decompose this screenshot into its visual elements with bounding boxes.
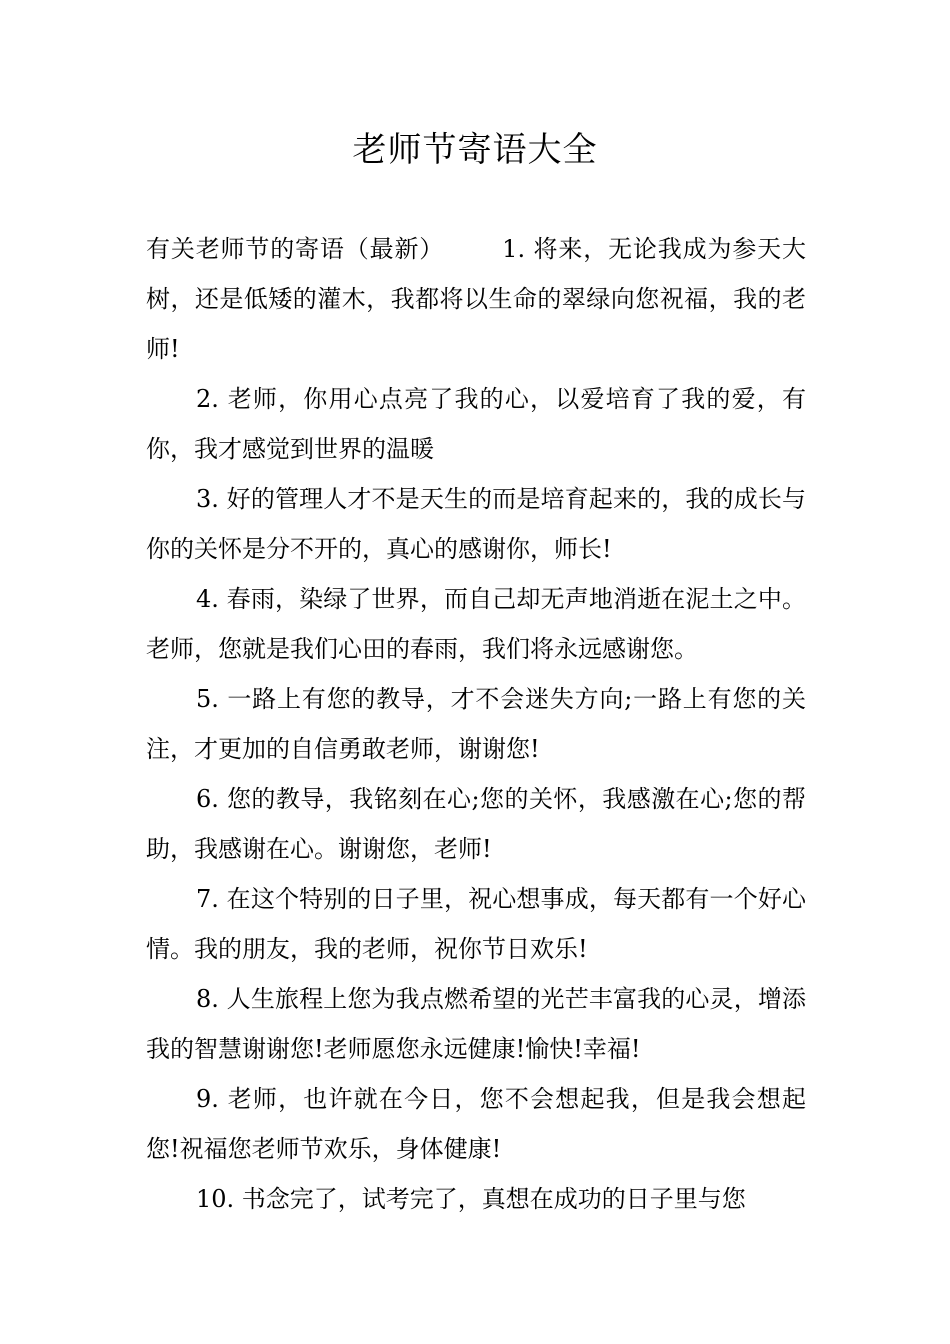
document-title: 老师节寄语大全 xyxy=(352,130,598,170)
paragraph-10: 10. 书念完了，试考完了，真想在成功的日子里与您 xyxy=(196,1185,746,1213)
paragraph-3: 3. 好的管理人才不是天生的而是培育起来的，我的成长与你的关怀是分不开的，真心的感谢你，师长! xyxy=(146,485,806,563)
paragraph-7: 7. 在这个特别的日子里，祝心想事成，每天都有一个好心情。我的朋友，我的老师，祝你节日欢乐! xyxy=(146,885,806,963)
paragraph-2: 2. 老师，你用心点亮了我的心，以爱培育了我的爱，有你，我才感觉到世界的温暖 xyxy=(146,385,806,463)
intro-paragraph xyxy=(146,224,806,374)
intro-heading: 有关老师节的寄语（最新） xyxy=(146,235,445,263)
paragraph-8: 8. 人生旅程上您为我点燃希望的光芒丰富我的心灵，增添我的智慧谢谢您!老师愿您永远健康!愉快!幸福! xyxy=(146,985,806,1063)
paragraph-1: 1. 将来，无论我成为参天大树，还是低矮的灌木，我都将以生命的翠绿向您祝福，我的老师! xyxy=(146,235,807,363)
paragraph-6: 6. 您的教导，我铭刻在心;您的关怀，我感激在心;您的帮助，我感谢在心。谢谢您，老师! xyxy=(146,785,806,863)
paragraph-5: 5. 一路上有您的教导，才不会迷失方向;一路上有您的关注，才更加的自信勇敢老师，谢谢您! xyxy=(146,685,806,763)
document-body xyxy=(146,224,806,1224)
paragraph-4: 4. 春雨，染绿了世界，而自己却无声地消逝在泥土之中。老师，您就是我们心田的春雨，我们将永远感谢您。 xyxy=(146,585,806,663)
paragraph-9: 9. 老师，也许就在今日，您不会想起我，但是我会想起您!祝福您老师节欢乐，身体健康! xyxy=(146,1085,806,1163)
